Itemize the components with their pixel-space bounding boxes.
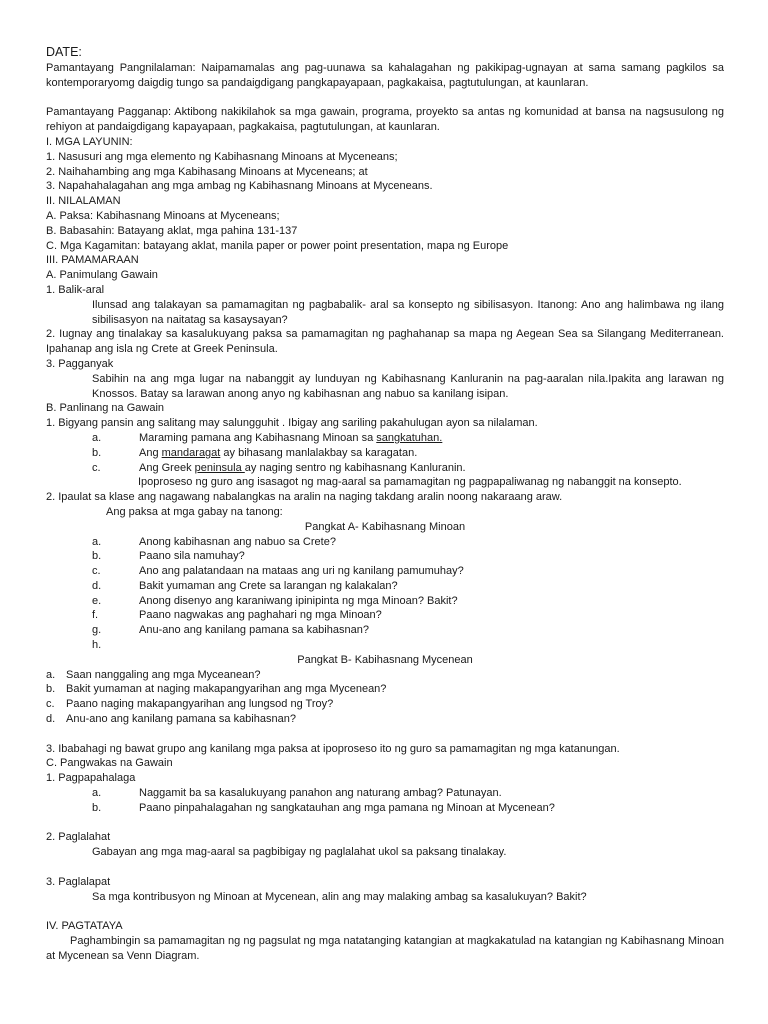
question-text: Anong disenyo ang karaniwang ipinipinta ng mga Minoan? Bakit?	[139, 594, 458, 607]
item-letter: c.	[46, 698, 55, 711]
question-text: Naggamit ba sa kasalukuyang panahon ang naturang ambag? Patunayan.	[139, 787, 502, 800]
item-letter: b.	[46, 683, 56, 696]
panlinang-gawain-heading: B. Panlinang na Gawain	[46, 402, 165, 415]
bigyang-pansin-text: 1. Bigyang pansin ang salitang may salungguhit . Ibigay ang sariling pakahulugan ayon sa nilalaman.	[46, 417, 538, 430]
paglalahat-label: 2. Paglalahat	[46, 831, 111, 844]
underlined-word: mandaragat	[161, 446, 221, 459]
nilalaman-item: A. Paksa: Kabihasnang Minoans at Myceneans;	[46, 209, 280, 222]
pagganyak-text: Sabihin na ang mga lugar na nabanggit ay lunduyan ng Kabihasnang Kanluranin na pag-aaralan nila.Ipakita ang larawan ng Knossos. Batay sa larawan anong anyo ng kabihasnan ang nabuo sa kanilang isipan.	[92, 372, 724, 400]
layunin-item: 3. Napahahalagahan ang mga ambag ng Kabihasnang Minoans at Myceneans.	[46, 180, 433, 193]
item-letter: b.	[92, 446, 102, 459]
nilalaman-item: B. Babasahin: Batayang aklat, mga pahina 131-137	[46, 224, 298, 237]
list-item	[46, 801, 724, 816]
item-letter: a.	[92, 787, 102, 800]
balik-aral-text: Ilunsad ang talakayan sa pamamagitan ng pagbabalik- aral sa konsepto ng sibilisasyon. Itanong: Ano ang halimbawa ng ilang sibilisasyon na naitatag sa kasaysayan?	[92, 298, 724, 326]
list-item	[46, 594, 724, 609]
list-item	[46, 786, 724, 801]
layunin-item: 2. Naihahambing ang mga Kabihasang Minoans at Myceneans; at	[46, 165, 368, 178]
ipaulat-text: 2. Ipaulat sa klase ang nagawang nabalangkas na aralin na naging takdang aralin noong nakaraang araw.	[46, 491, 563, 504]
item-letter: c.	[92, 461, 101, 474]
item-letter: b.	[92, 550, 102, 563]
pagpapahalaga-label: 1. Pagpapahalaga	[46, 772, 136, 785]
list-item	[46, 535, 724, 550]
item-letter: d.	[46, 713, 56, 726]
question-text: Paano pinpahalagahan ng sangkatauhan ang mga pamana ng Minoan at Mycenean?	[139, 801, 555, 814]
item-letter: d.	[92, 579, 102, 592]
list-item	[46, 623, 724, 638]
underlined-word: peninsula	[194, 461, 245, 474]
question-text: Paano nagwakas ang paghahari ng mga Minoan?	[139, 609, 382, 622]
question-text: Anu-ano ang kanilang pamana sa kabihasnan?	[139, 624, 369, 637]
layunin-item: 1. Nasusuri ang mga elemento ng Kabihasnang Minoans at Myceneans;	[46, 150, 398, 163]
list-item	[46, 682, 724, 697]
question-text: Anu-ano ang kanilang pamana sa kabihasnan?	[66, 713, 296, 726]
list-item	[46, 638, 724, 653]
pamamaraan-heading: III. PAMAMARAAN	[46, 254, 139, 267]
question-text: Paano naging makapangyarihan ang lungsod ng Troy?	[66, 698, 334, 711]
list-item	[46, 712, 724, 727]
pagganyak-label: 3. Pagganyak	[46, 357, 114, 370]
paglalapat-label: 3. Paglalapat	[46, 875, 111, 888]
iproproseso-text: Ipoproseso ng guro ang isasagot ng mag-aaral sa pamamagitan ng pagpapaliwanag ng nabanggit na konsepto.	[138, 476, 682, 489]
pamantayang-pangnilalaman: Pamantayang Pangnilalaman: Naipamamalas ang pag-uunawa sa kahalagahan ng pakikipag-ugnayan at sama samang pagkilos sa kontemporaryomg daigdig tungo sa pandaigdigang pangkapayapaan, pagkakaisa, pagtutulungan, at kaunlaran.	[46, 62, 724, 89]
item-letter: f.	[92, 609, 99, 622]
paglalahat-text: Gabayan ang mga mag-aaral sa pagbibigay ng paglalahat ukol sa paksang tinalakay.	[92, 846, 507, 859]
question-text: Ano ang palatandaan na mataas ang uri ng kanilang pamumuhay?	[139, 565, 464, 578]
date-label: DATE:	[46, 45, 82, 59]
vocab-sentence: Ang mandaragat ay bihasang manlalakbay sa karagatan.	[139, 446, 418, 459]
nilalaman-item: C. Mga Kagamitan: batayang aklat, manila paper or power point presentation, mapa ng Europe	[46, 239, 509, 252]
pagtataya-heading: IV. PAGTATAYA	[46, 920, 123, 933]
vocab-item	[46, 431, 724, 446]
list-item	[46, 697, 724, 712]
question-text: Anong kabihasnan ang nabuo sa Crete?	[139, 535, 336, 548]
list-item	[46, 608, 724, 623]
vocab-item	[46, 446, 724, 461]
pamantayang-pagganap: Pamantayang Pagganap: Aktibong nakikilahok sa mga gawain, programa, proyekto sa antas ng komunidad at bansa na nagsusulong ng rehiyon at pandaigdigang kapayapaan, pagkakaisa, pagtutulungan, at kaunlaran.	[46, 106, 724, 134]
nilalaman-heading: II. NILALAMAN	[46, 195, 121, 208]
item-letter: e.	[92, 594, 102, 607]
iugnay-text: 2. Iugnay ang tinalakay sa kasalukuyang paksa sa pamamagitan ng paghahanap sa mapa ng Aegean Sea sa Silangang Mediterranean. Ipahanap ang isla ng Crete at Greek Peninsula.	[46, 328, 724, 356]
question-text: Bakit yumaman ang Crete sa larangan ng kalakalan?	[139, 579, 398, 592]
question-text: Paano sila namuhay?	[139, 550, 245, 563]
vocab-sentence: Maraming pamana ang Kabihasnang Minoan sa sangkatuhan.	[139, 431, 443, 444]
pagtataya-text: Paghambingin sa pamamagitan ng ng pagsulat ng mga natatanging katangian at magkakatulad na katangian ng Kabihasnang Minoan at Mycenean sa Venn Diagram.	[46, 935, 724, 962]
question-text: Bakit yumaman at naging makapangyarihan ang mga Mycenean?	[66, 683, 387, 696]
balik-aral-label: 1. Balik-aral	[46, 283, 105, 296]
list-item	[46, 579, 724, 594]
lesson-plan	[46, 44, 724, 964]
item-letter: g.	[92, 624, 102, 637]
question-text: Saan nanggaling ang mga Myceanean?	[66, 668, 261, 681]
item-letter: a.	[92, 535, 102, 548]
item-letter: a.	[92, 431, 102, 444]
vocab-item	[46, 461, 724, 476]
panimulang-gawain-heading: A. Panimulang Gawain	[46, 269, 158, 282]
item-letter: a.	[46, 668, 56, 681]
ibabahagi-text: 3. Ibabahagi ng bawat grupo ang kanilang mga paksa at ipoproseso ito ng guro sa pamamagitan ng mga katanungan.	[46, 742, 620, 755]
item-letter: b.	[92, 801, 102, 814]
pangkat-b-title: Pangkat B- Kabihasnang Mycenean	[297, 653, 473, 666]
layunin-heading: I. MGA LAYUNIN:	[46, 135, 133, 148]
pangkat-a-title: Pangkat A- Kabihasnang Minoan	[304, 520, 466, 533]
item-letter: h.	[92, 639, 102, 652]
underlined-word: sangkatuhan.	[376, 431, 443, 444]
ang-paksa-text: Ang paksa at mga gabay na tanong:	[106, 505, 283, 518]
paglalapat-text: Sa mga kontribusyon ng Minoan at Mycenean, alin ang may malaking ambag sa kasalukuyan? Bakit?	[92, 890, 587, 903]
item-letter: c.	[92, 565, 101, 578]
list-item	[46, 564, 724, 579]
vocab-sentence: Ang Greek peninsula ay naging sentro ng kabihasnang Kanluranin.	[139, 461, 466, 474]
pangwakas-gawain-heading: C. Pangwakas na Gawain	[46, 757, 173, 770]
list-item	[46, 668, 724, 683]
list-item	[46, 549, 724, 564]
